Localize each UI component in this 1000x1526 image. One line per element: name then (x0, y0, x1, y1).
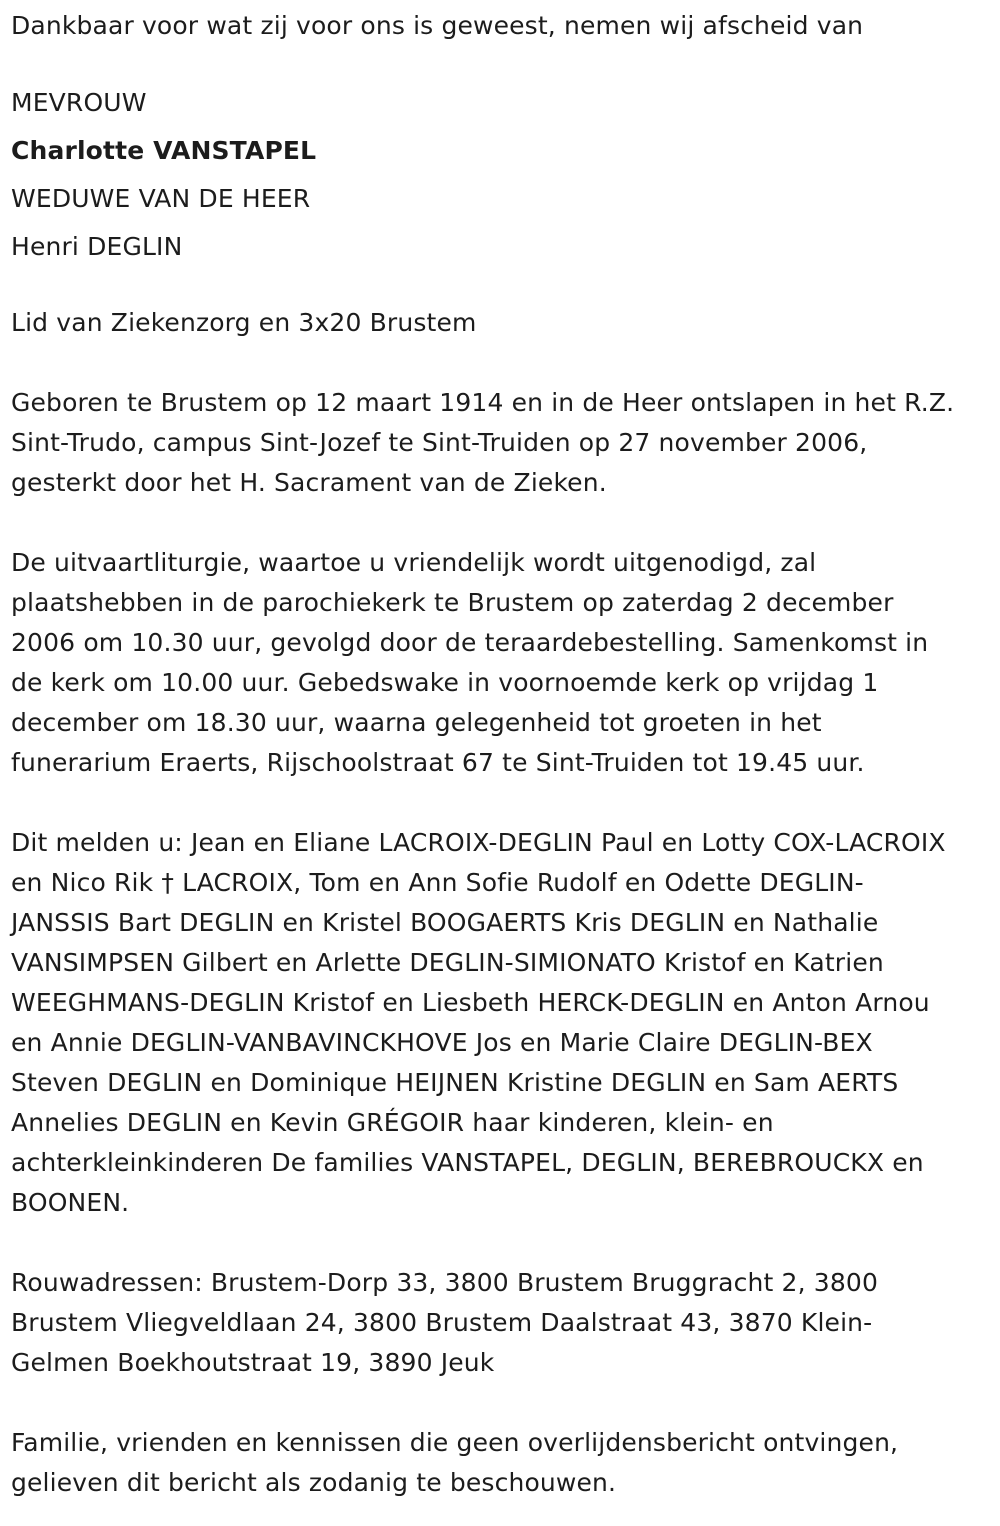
spacer (11, 271, 990, 303)
paragraph-line: Annelies DEGLIN en Kevin GRÉGOIR haar kinderen, klein- en (11, 1108, 774, 1137)
spacer (11, 503, 990, 543)
paragraph-line: BOONEN. (11, 1188, 130, 1217)
paragraph-line: JANSSIS Bart DEGLIN en Kristel BOOGAERTS Kris DEGLIN en Nathalie (11, 908, 879, 937)
membership-text: Lid van Ziekenzorg en 3x20 Brustem (11, 308, 477, 337)
paragraph-line: achterkleinkinderen De families VANSTAPEL, DEGLIN, BEREBROUCKX en (11, 1148, 924, 1177)
paragraph-line: De uitvaartliturgie, waartoe u vriendelijk wordt uitgenodigd, zal (11, 548, 817, 577)
ceremony-paragraph (11, 543, 990, 783)
spacer (11, 343, 990, 383)
paragraph-line: en Annie DEGLIN-VANBAVINCKHOVE Jos en Marie Claire DEGLIN-BEX (11, 1028, 873, 1057)
paragraph-line: Gelmen Boekhoutstraat 19, 3890 Jeuk (11, 1348, 495, 1377)
spacer (11, 1383, 990, 1423)
deceased-title: MEVROUW (11, 88, 147, 117)
deceased-name: Charlotte VANSTAPEL (11, 136, 317, 165)
paragraph-line: Rouwadressen: Brustem-Dorp 33, 3800 Brustem Bruggracht 2, 3800 (11, 1268, 879, 1297)
paragraph-line: Geboren te Brustem op 12 maart 1914 en in de Heer ontslapen in het R.Z. (11, 388, 955, 417)
paragraph-line: en Nico Rik † LACROIX, Tom en Ann Sofie Rudolf en Odette DEGLIN- (11, 868, 864, 897)
deceased-status: WEDUWE VAN DE HEER (11, 184, 311, 213)
family-paragraph (11, 823, 990, 1223)
paragraph-line: Familie, vrienden en kennissen die geen overlijdensbericht ontvingen, (11, 1428, 899, 1457)
paragraph-line: gelieven dit bericht als zodanig te beschouwen. (11, 1468, 617, 1497)
paragraph-line: Steven DEGLIN en Dominique HEIJNEN Kristine DEGLIN en Sam AERTS (11, 1068, 899, 1097)
spacer (11, 46, 990, 79)
paragraph-line: VANSIMPSEN Gilbert en Arlette DEGLIN-SIMIONATO Kristof en Katrien (11, 948, 884, 977)
paragraph-line: funerarium Eraerts, Rijschoolstraat 67 te Sint-Truiden tot 19.45 uur. (11, 748, 865, 777)
paragraph-line: de kerk om 10.00 uur. Gebedswake in voornoemde kerk op vrijdag 1 (11, 668, 879, 697)
paragraph-line: december om 18.30 uur, waarna gelegenheid tot groeten in het (11, 708, 822, 737)
spouse-name: Henri DEGLIN (11, 232, 183, 261)
spacer (11, 783, 990, 823)
birth-death-paragraph (11, 383, 990, 503)
paragraph-line: 2006 om 10.30 uur, gevolgd door de teraardebestelling. Samenkomst in (11, 628, 929, 657)
closing-paragraph (11, 1423, 990, 1503)
paragraph-line: Dit melden u: Jean en Eliane LACROIX-DEGLIN Paul en Lotty COX-LACROIX (11, 828, 946, 857)
paragraph-line: WEEGHMANS-DEGLIN Kristof en Liesbeth HERCK-DEGLIN en Anton Arnou (11, 988, 930, 1017)
intro-text: Dankbaar voor wat zij voor ons is geweest, nemen wij afscheid van (11, 11, 864, 40)
addresses-paragraph (11, 1263, 990, 1383)
spacer (11, 1223, 990, 1263)
paragraph-line: plaatshebben in de parochiekerk te Brustem op zaterdag 2 december (11, 588, 894, 617)
paragraph-line: Brustem Vliegveldlaan 24, 3800 Brustem Daalstraat 43, 3870 Klein- (11, 1308, 873, 1337)
paragraph-line: Sint-Trudo, campus Sint-Jozef te Sint-Truiden op 27 november 2006, (11, 428, 868, 457)
paragraph-line: gesterkt door het H. Sacrament van de Zieken. (11, 468, 607, 497)
